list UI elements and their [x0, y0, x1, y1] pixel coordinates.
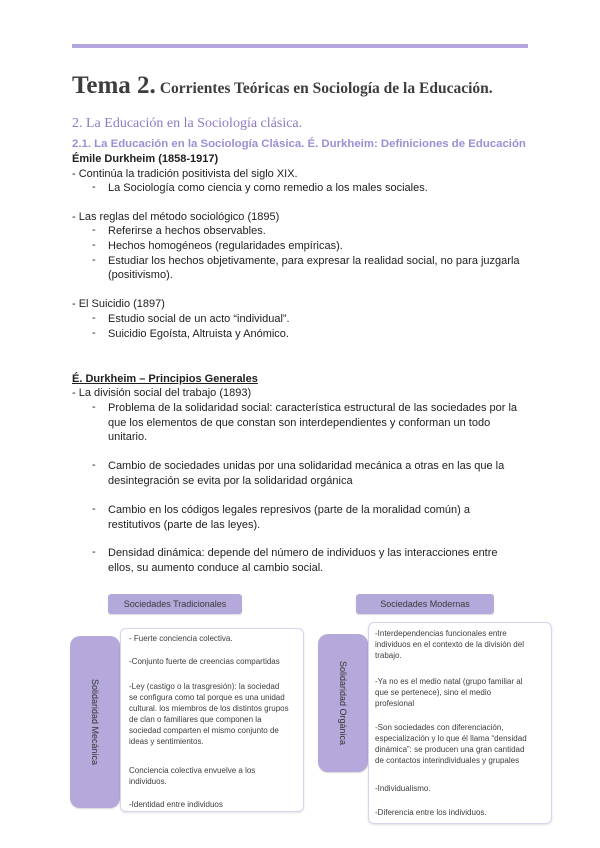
list-item: Estudio social de un acto “individual”. [108, 313, 290, 325]
list-item: - La división social del trabajo (1893) [72, 387, 252, 399]
box-line: -Ley (castigo o la trasgresión): la sociedad [129, 682, 280, 691]
box-sociedades-tradicionales [120, 628, 304, 812]
box-line: individuos en el contexto de la división del [375, 640, 524, 649]
title-text: Corrientes Teóricas en Sociología de la Educación. [159, 80, 493, 97]
list-item: La Sociología como ciencia y como remedio a los males sociales. [108, 182, 428, 194]
durkheim-name: Émile Durkheim (1858-1917) [72, 153, 219, 165]
box-line: se configura como tal porque es una unidad [129, 693, 285, 702]
list-item: unitario. [108, 431, 148, 443]
header-sociedades-tradicionales: Sociedades Tradicionales [108, 594, 242, 614]
list-item: Densidad dinámica: depende del número de individuos y las interacciones entre [108, 547, 498, 559]
list-item: Cambio de sociedades unidas por una solidaridad mecánica a otras en las que la [108, 460, 505, 472]
side-label-organica [318, 634, 368, 772]
dash-bullet: - [92, 239, 96, 251]
list-item: restitutivos (parte de las leyes). [108, 519, 261, 531]
box-line: -Son sociedades con diferenciación, [375, 723, 504, 732]
box-line: ideas y sentimientos. [129, 737, 204, 746]
principios-heading: É. Durkheim – Principios Generales [72, 373, 258, 385]
dash-bullet: - [92, 459, 96, 471]
header-sociedades-modernas: Sociedades Modernas [356, 594, 494, 614]
list-item: que los elementos de que constan son interdependientes y conforman un todo [108, 417, 491, 429]
dash-bullet: - [92, 503, 96, 515]
box-line: cultural. los miembros de los distintos grupos [129, 704, 289, 713]
side-label-mecanica-text: Solidaridad Mecánica [90, 678, 100, 766]
list-item: (positivismo). [108, 269, 173, 281]
list-item: - Continúa la tradición positivista del siglo XIX. [72, 168, 298, 180]
header-rule [72, 44, 528, 48]
box-line: -Interdependencias funcionales entre [375, 629, 507, 638]
list-item: Cambio en los códigos legales represivos (parte de la moralidad común) a [108, 504, 470, 516]
title-number: Tema 2. [72, 72, 156, 99]
dash-bullet: - [92, 181, 96, 193]
dash-bullet: - [92, 401, 96, 413]
list-item: Referirse a hechos observables. [108, 225, 266, 237]
box-line: -Conjunto fuerte de creencias compartidas [129, 657, 280, 666]
box-line: especialización y lo que él llama “densidad [375, 734, 527, 743]
box-line: profesional [375, 699, 415, 708]
dash-bullet: - [92, 254, 96, 266]
list-item: Hechos homogéneos (regularidades empíricas). [108, 240, 343, 252]
box-line: de clan o familiares que componen la [129, 715, 262, 724]
box-line: sociedad comparten el mismo conjunto de [129, 726, 279, 735]
list-item: Suicidio Egoísta, Altruista y Anómico. [108, 328, 289, 340]
subsection-heading: 2.1. La Educación en la Sociología Clásica. É. Durkheim: Definiciones de Educación [72, 138, 526, 150]
dash-bullet: - [92, 312, 96, 324]
list-item: Estudiar los hechos objetivamente, para expresar la realidad social, no para juzgarla [108, 255, 520, 267]
section-heading: 2. La Educación en la Sociología clásica. [72, 116, 303, 131]
box-line: -Diferencia entre los individuos. [375, 808, 487, 817]
box-line: - Fuerte conciencia colectiva. [129, 634, 233, 643]
dash-bullet: - [92, 224, 96, 236]
box-line: -Identidad entre individuos [129, 800, 223, 809]
list-item: desintegración se evita por la solidaridad orgánica [108, 475, 353, 487]
side-label-organica-text: Solidaridad Orgánica [338, 660, 348, 746]
box-line: -Ya no es el medio natal (grupo familiar al [375, 677, 523, 686]
box-line: individuos. [129, 777, 167, 786]
list-item: - El Suicidio (1897) [72, 298, 165, 310]
dash-bullet: - [92, 546, 96, 558]
box-line: dinámica”: se producen una gran cantidad [375, 745, 525, 754]
list-item: ellos, su aumento conduce al cambio social. [108, 562, 324, 574]
box-line: trabajo. [375, 651, 402, 660]
box-line: -Individualismo. [375, 784, 431, 793]
box-line: Conciencia colectiva envuelve a los [129, 766, 256, 775]
dash-bullet: - [92, 327, 96, 339]
page-title [72, 72, 493, 100]
list-item: - Las reglas del método sociológico (1895) [72, 211, 280, 223]
side-label-mecanica [70, 636, 120, 808]
box-line: que se pertenece), sino el medio [375, 688, 492, 697]
box-line: de contactos interindividuales y grupales [375, 756, 520, 765]
list-item: Problema de la solidaridad social: característica estructural de las sociedades por la [108, 402, 518, 414]
box-sociedades-modernas [368, 622, 552, 824]
